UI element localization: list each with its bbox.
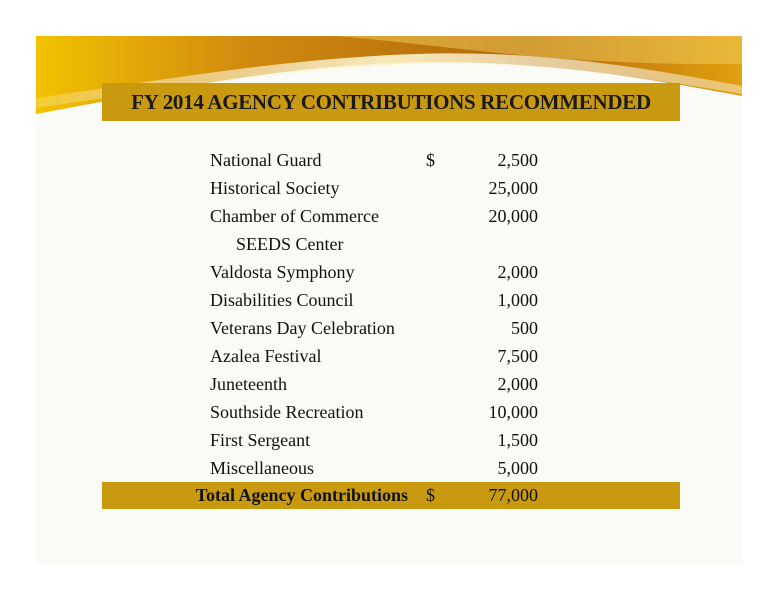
table-row xyxy=(36,454,742,482)
agency-name: National Guard xyxy=(210,150,322,170)
page-title: FY 2014 AGENCY CONTRIBUTIONS RECOMMENDED xyxy=(131,89,651,114)
total-row xyxy=(102,482,680,509)
agency-amount: 10,000 xyxy=(488,402,538,422)
contributions-table xyxy=(36,146,742,482)
slide xyxy=(36,36,742,564)
total-amount: 77,000 xyxy=(488,485,538,505)
agency-name: Valdosta Symphony xyxy=(210,262,355,282)
table-row xyxy=(36,174,742,202)
agency-amount: 7,500 xyxy=(497,346,538,366)
agency-amount: 25,000 xyxy=(488,178,538,198)
agency-name: Southside Recreation xyxy=(210,402,364,422)
total-label: Total Agency Contributions xyxy=(195,485,408,505)
total-currency-symbol: $ xyxy=(426,485,435,505)
agency-amount: 2,000 xyxy=(497,262,538,282)
agency-name: Chamber of Commerce xyxy=(210,206,379,226)
agency-name: Historical Society xyxy=(210,178,340,198)
agency-name: Disabilities Council xyxy=(210,290,354,310)
table-row xyxy=(36,370,742,398)
agency-name: Azalea Festival xyxy=(210,346,322,366)
agency-amount: 2,000 xyxy=(497,374,538,394)
agency-amount: 2,500 xyxy=(497,150,538,170)
agency-amount: 20,000 xyxy=(488,206,538,226)
table-row xyxy=(36,342,742,370)
table-row xyxy=(36,202,742,230)
agency-name: Juneteenth xyxy=(210,374,287,394)
agency-amount: 5,000 xyxy=(497,458,538,478)
table-row xyxy=(36,230,742,258)
agency-amount: 1,000 xyxy=(497,290,538,310)
table-row xyxy=(36,286,742,314)
table-row xyxy=(36,146,742,174)
table-row xyxy=(36,258,742,286)
table-row xyxy=(36,314,742,342)
currency-symbol: $ xyxy=(426,150,435,170)
agency-name: SEEDS Center xyxy=(236,234,344,254)
agency-name: Veterans Day Celebration xyxy=(210,318,395,338)
table-row xyxy=(36,426,742,454)
agency-name: First Sergeant xyxy=(210,430,311,450)
agency-name: Miscellaneous xyxy=(210,458,314,478)
agency-amount: 1,500 xyxy=(497,430,538,450)
title-bar xyxy=(102,83,680,121)
agency-amount: 500 xyxy=(511,318,538,338)
table-row xyxy=(36,398,742,426)
